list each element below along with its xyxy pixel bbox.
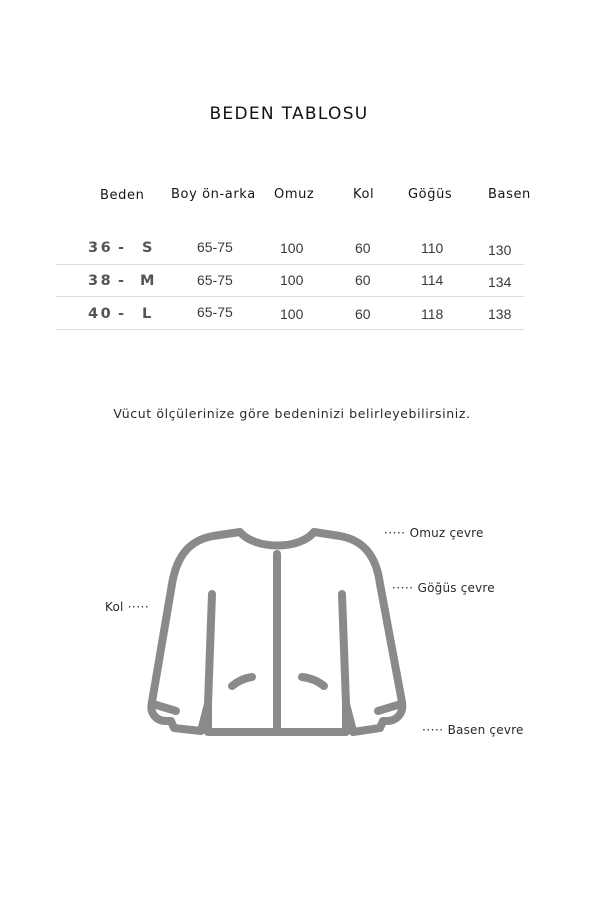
cell-basen: 130 <box>488 242 512 258</box>
basen-cevre-text: Basen çevre <box>447 723 524 737</box>
row-divider <box>56 264 524 265</box>
cell-basen: 134 <box>488 274 512 290</box>
gogus-cevre-label <box>392 581 495 595</box>
cell-kol: 60 <box>355 306 371 322</box>
header-boy: Boy ön-arka <box>171 187 256 202</box>
size-letter: L <box>142 306 154 322</box>
size-hint-text: Vücut ölçülerinize göre bedeninizi belirleyebilirsiniz. <box>113 406 471 421</box>
header-basen: Basen <box>488 187 531 202</box>
size-number: 36 <box>88 240 114 256</box>
cell-boy: 65-75 <box>197 272 233 288</box>
omuz-cevre-label <box>384 526 484 540</box>
header-omuz: Omuz <box>274 187 315 202</box>
row-divider <box>56 329 524 330</box>
cell-omuz: 100 <box>280 272 304 288</box>
cell-boy: 65-75 <box>197 239 233 255</box>
size-separator: - <box>118 240 127 256</box>
size-separator: - <box>118 306 127 322</box>
omuz-cevre-text: Omuz çevre <box>409 526 484 540</box>
size-letter: M <box>140 273 157 289</box>
cell-gogus: 114 <box>421 272 444 288</box>
leader-dots: ····· <box>422 723 444 737</box>
row-divider <box>56 296 524 297</box>
cell-kol: 60 <box>355 272 371 288</box>
kol-label <box>105 600 149 614</box>
size-separator: - <box>118 273 127 289</box>
kol-text: Kol <box>105 600 124 614</box>
page-title: BEDEN TABLOSU <box>209 104 369 124</box>
header-gogus: Göğüs <box>408 187 453 202</box>
cell-basen: 138 <box>488 306 512 322</box>
cell-boy: 65-75 <box>197 304 233 320</box>
header-beden: Beden <box>100 188 145 203</box>
leader-dots: ····· <box>392 581 414 595</box>
cell-omuz: 100 <box>280 240 304 256</box>
header-kol: Kol <box>353 187 375 202</box>
cell-kol: 60 <box>355 240 371 256</box>
size-number: 38 <box>88 273 114 289</box>
cell-omuz: 100 <box>280 306 304 322</box>
size-letter: S <box>142 240 155 256</box>
basen-cevre-label <box>422 723 524 737</box>
leader-dots: ····· <box>127 600 150 614</box>
jacket-outline-icon <box>140 524 420 739</box>
leader-dots: ····· <box>384 526 406 540</box>
gogus-cevre-text: Göğüs çevre <box>417 581 495 595</box>
cell-gogus: 110 <box>421 240 444 256</box>
size-number: 40 <box>88 306 114 322</box>
cell-gogus: 118 <box>421 306 444 322</box>
